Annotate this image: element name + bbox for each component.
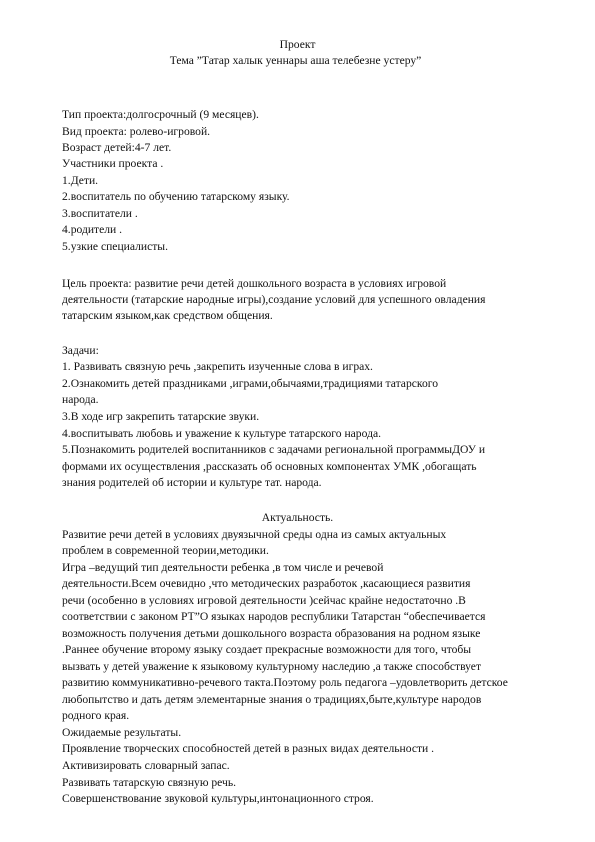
list-item: 3.В ходе игр закрепить татарские звуки. [62,410,260,423]
paragraph-line: Развитие речи детей в условиях двуязычной среды одна из самых актуальных [62,528,447,541]
paragraph-line: родного края. [62,709,130,722]
paragraph-line: соответствии с законом РТ”О языках народов республики Татарстан “обеспечивается [62,610,486,623]
paragraph-line: проблем в современной теории,методики. [62,544,269,557]
list-item: 2.Ознакомить детей праздниками ,играми,обычаями,традициями татарского [62,377,439,390]
paragraph-line: Цель проекта: развитие речи детей дошкольного возраста в условиях игровой [62,277,447,290]
document-title: Проект [279,38,316,51]
list-item: 5.Познакомить родителей воспитанников с задачами региональной программыДОУ и [62,443,486,456]
paragraph-line: любопытство и дать детям элементарные знания о традициях,быте,культуре народов [62,693,482,706]
list-item: 5.узкие специалисты. [62,240,168,253]
paragraph-line: татарским языком,как средством общения. [62,309,273,322]
project-topic: Тема ”Татар халык уеннары аша телебезне устеру” [169,54,422,67]
list-item: 1.Дети. [62,174,99,187]
list-item: формами их осуществления ,рассказать об основных компонентах УМК ,обогащать [62,460,477,473]
tasks-heading: Задачи: [62,344,99,357]
paragraph-line: речи (особенно в условиях игровой деятельности )сейчас крайне недостаточно .В [62,594,466,607]
list-item: Проявление творческих способностей детей в разных видах деятельности . [62,742,435,755]
list-item: 1. Развивать связную речь ,закрепить изученные слова в играх. [62,360,373,373]
list-item: 4.воспитывать любовь и уважение к культуре татарского народа. [62,427,382,440]
list-item: 2.воспитатель по обучению татарскому языку. [62,190,290,203]
paragraph-line: возможность получения детьми дошкольного возраста образования на родном языке [62,627,481,640]
list-item: Совершенствование звуковой культуры,интонационного строя. [62,792,374,805]
paragraph-line: деятельности (татарские народные игры),создание условий для успешного овладения [62,293,486,306]
relevance-heading: Актуальность. [261,511,334,524]
paragraph-line: .Раннее обучение второму языку создает прекрасные возможности для того, чтобы [62,643,472,656]
list-item: Активизировать словарный запас. [62,759,230,772]
list-item: 3.воспитатели . [62,207,138,220]
info-line: Возраст детей:4-7 лет. [62,141,172,154]
list-item: Развивать татарскую связную речь. [62,776,237,789]
results-heading: Ожидаемые результаты. [62,726,182,739]
paragraph-line: Игра –ведущий тип деятельности ребенка ,в том числе и речевой [62,561,384,574]
paragraph-line: развитию коммуникативно-речевого такта.Поэтому роль педагога –удовлетворить детское [62,676,508,689]
info-line: Вид проекта: ролево-игровой. [62,125,211,138]
info-line: Тип проекта:долгосрочный (9 месяцев). [62,108,259,121]
paragraph-line: вызвать у детей уважение к языковому культурному наследию ,а также способствует [62,660,482,673]
list-item: народа. [62,393,99,406]
list-item: знания родителей об истории и культуре тат. народа. [62,476,322,489]
list-item: 4.родители . [62,223,123,236]
info-line: Участники проекта . [62,157,164,170]
paragraph-line: деятельности.Всем очевидно ,что методических разработок ,касающиеся развития [62,577,471,590]
